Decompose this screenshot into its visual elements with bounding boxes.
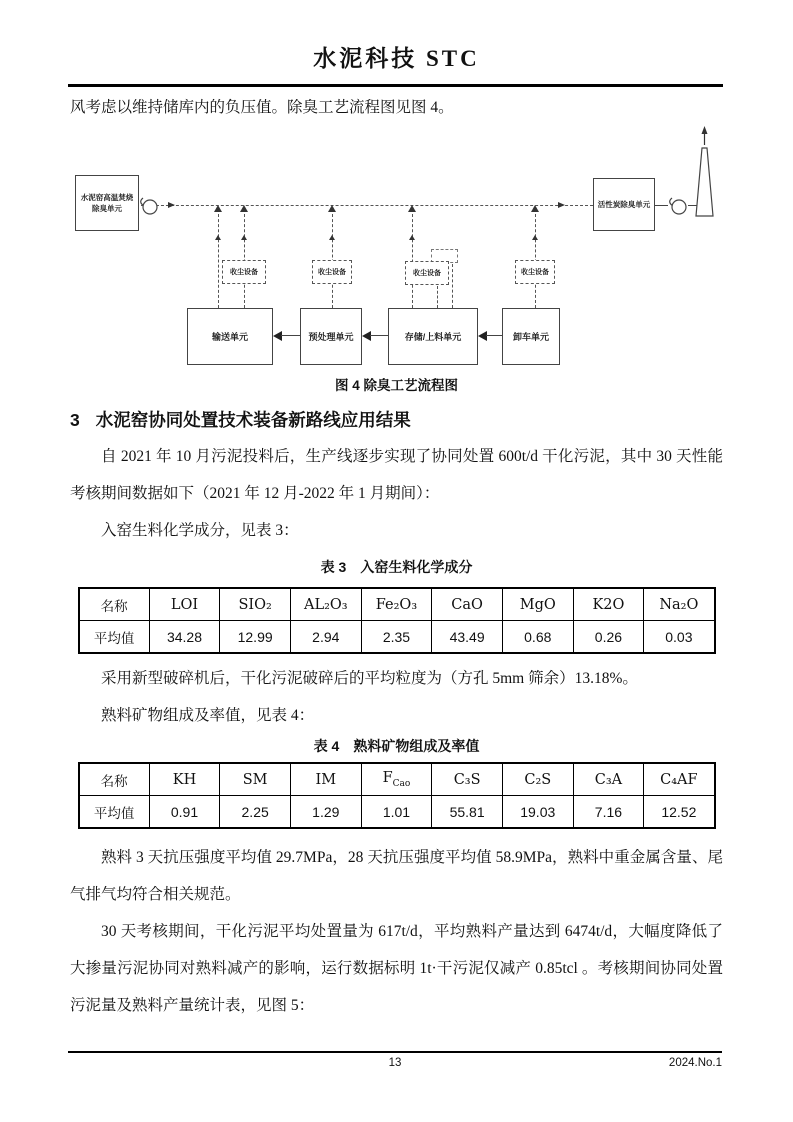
table4-header-cell: C₂S bbox=[502, 763, 573, 796]
dust-collector-box bbox=[312, 260, 352, 284]
pretreat-unit-box bbox=[300, 308, 362, 365]
left-arrow-icon bbox=[478, 331, 487, 341]
table4-value-cell: 55.81 bbox=[432, 796, 503, 829]
carbon-unit-label: 活性炭除臭单元 bbox=[597, 200, 651, 209]
kiln-unit-box bbox=[75, 175, 139, 231]
table3-header-cell: Fe₂O₃ bbox=[361, 588, 432, 621]
table4-header-cell: SM bbox=[220, 763, 291, 796]
pretreat-unit-label: 预处理单元 bbox=[308, 332, 354, 342]
figure4-diagram bbox=[0, 123, 793, 373]
dust-collector-box bbox=[405, 261, 449, 285]
kiln-unit-label-line2: 除臭单元 bbox=[92, 204, 122, 213]
up-arrow-icon bbox=[532, 235, 538, 240]
paragraph-p2: 入窑生料化学成分，见表 3： bbox=[101, 522, 299, 539]
branch-duct-line bbox=[452, 264, 453, 308]
table3-header-cell: K2O bbox=[573, 588, 644, 621]
fcao-subscript: Cao bbox=[392, 778, 411, 789]
dust-collector-label: 收尘设备 bbox=[521, 269, 549, 276]
convey-unit-box bbox=[187, 308, 273, 365]
main-duct-line bbox=[141, 205, 593, 206]
up-arrow-icon bbox=[240, 205, 248, 212]
dust-collector-label: 收尘设备 bbox=[318, 269, 346, 276]
table3-header-cell: SIO₂ bbox=[220, 588, 291, 621]
paragraph-p1: 自 2021 年 10 月污泥投料后，生产线逐步实现了协同处置 600t/d 干化污泥，其中 30 天性能考核期间数据如下（2021 年 12 月-2022 年 1 月期间）： bbox=[70, 448, 723, 502]
table3-header-row bbox=[79, 588, 715, 621]
table3-value-row bbox=[79, 621, 715, 654]
table3-header-cell: CaO bbox=[432, 588, 503, 621]
unload-unit-box bbox=[502, 308, 560, 365]
flow-arrow-icon bbox=[168, 202, 175, 208]
table4-value-cell: 12.52 bbox=[644, 796, 715, 829]
carbon-unit-box bbox=[593, 178, 655, 231]
header-rule bbox=[68, 84, 723, 87]
table3-header-cell: 名称 bbox=[79, 588, 150, 621]
table4-header-cell: C₃A bbox=[573, 763, 644, 796]
connector-line bbox=[370, 335, 388, 336]
fan-icon bbox=[137, 195, 161, 217]
branch-duct-line bbox=[332, 209, 333, 308]
paragraph-p4: 熟料矿物组成及率值，见表 4： bbox=[101, 707, 315, 724]
table4-row-label: 平均值 bbox=[79, 796, 150, 829]
table3-row-label: 平均值 bbox=[79, 621, 150, 654]
table4-value-cell: 2.25 bbox=[220, 796, 291, 829]
fcao-base: F bbox=[382, 770, 393, 787]
table4-value-cell: 7.16 bbox=[573, 796, 644, 829]
dust-collector-label: 收尘设备 bbox=[413, 270, 441, 277]
dust-collector-box bbox=[515, 260, 555, 284]
convey-unit-label: 输送单元 bbox=[211, 332, 248, 342]
table3-header-cell: AL₂O₃ bbox=[290, 588, 361, 621]
table3-value-cell: 0.68 bbox=[502, 621, 573, 654]
storage-unit-label: 存储/上料单元 bbox=[404, 332, 462, 342]
flow-arrow-icon bbox=[558, 202, 565, 208]
paragraph-p5: 熟料 3 天抗压强度平均值 29.7MPa，28 天抗压强度平均值 58.9MPa，熟料中重金属含量、尾气排气均符合相关规范。 bbox=[70, 849, 723, 903]
chimney-stack bbox=[691, 125, 718, 221]
table3 bbox=[78, 587, 716, 654]
up-arrow-icon bbox=[328, 205, 336, 212]
table4-caption: 表 4 熟料矿物组成及率值 bbox=[313, 738, 480, 754]
table4 bbox=[78, 762, 716, 829]
table4-value-row bbox=[79, 796, 715, 829]
branch-duct-line bbox=[437, 286, 438, 308]
page-footer bbox=[68, 1051, 722, 1077]
branch-duct-line bbox=[412, 209, 413, 308]
connector-line bbox=[281, 335, 300, 336]
figure4-caption: 图 4 除臭工艺流程图 bbox=[334, 378, 458, 393]
section3-heading bbox=[70, 405, 723, 435]
left-arrow-icon bbox=[362, 331, 371, 341]
up-arrow-icon bbox=[215, 235, 221, 240]
kiln-unit-label-line1: 水泥窑高温焚烧 bbox=[80, 193, 134, 202]
fan-icon bbox=[666, 195, 690, 217]
table4-value-cell: 19.03 bbox=[502, 796, 573, 829]
table4-header-cell: IM bbox=[290, 763, 361, 796]
table3-value-cell: 43.49 bbox=[432, 621, 503, 654]
table4-header-row bbox=[79, 763, 715, 796]
table3-header-cell: MgO bbox=[502, 588, 573, 621]
intro-text: 风考虑以维持储库内的负压值。除臭工艺流程图见图 4。 bbox=[70, 99, 454, 116]
table3-value-cell: 34.28 bbox=[149, 621, 220, 654]
unload-unit-label: 卸车单元 bbox=[512, 332, 549, 342]
issue-label: 2024.No.1 bbox=[668, 1057, 722, 1069]
dust-collector-box bbox=[222, 260, 266, 284]
dust-collector-label: 收尘设备 bbox=[230, 269, 258, 276]
table4-value-cell: 1.01 bbox=[361, 796, 432, 829]
up-arrow-icon bbox=[329, 235, 335, 240]
branch-duct-line bbox=[244, 209, 245, 308]
table4-header-cell: C₃S bbox=[432, 763, 503, 796]
table3-caption: 表 3 入窑生料化学成分 bbox=[320, 559, 473, 575]
table3-value-cell: 2.35 bbox=[361, 621, 432, 654]
left-arrow-icon bbox=[273, 331, 282, 341]
paragraph-p3: 采用新型破碎机后，干化污泥破碎后的平均粒度为（方孔 5mm 筛余）13.18%。 bbox=[101, 670, 638, 687]
journal-title: 水泥科技 STC bbox=[313, 46, 480, 71]
table4-header-cell: 名称 bbox=[79, 763, 150, 796]
table3-value-cell: 2.94 bbox=[290, 621, 361, 654]
paragraph-p6: 30 天考核期间，干化污泥平均处置量为 617t/d，平均熟料产量达到 6474t/d，大幅度降低了大掺量污泥协同对熟料减产的影响，运行数据标明 1t·干污泥仅减产 0.85tcl 。考核期间协同处置污泥量及熟料产量统计表，见图 5： bbox=[70, 923, 723, 1014]
table3-value-cell: 12.99 bbox=[220, 621, 291, 654]
up-arrow-icon bbox=[214, 205, 222, 212]
table3-value-cell: 0.03 bbox=[644, 621, 715, 654]
page-number: 13 bbox=[388, 1057, 402, 1069]
table4-header-cell bbox=[361, 763, 432, 796]
table4-value-cell: 0.91 bbox=[149, 796, 220, 829]
table4-header-cell: KH bbox=[149, 763, 220, 796]
storage-unit-box bbox=[388, 308, 478, 365]
section3-number: 3 bbox=[70, 410, 80, 430]
table3-header-cell: LOI bbox=[149, 588, 220, 621]
up-arrow-icon bbox=[241, 235, 247, 240]
journal-header bbox=[0, 0, 793, 73]
section3-title: 水泥窑协同处置技术装备新路线应用结果 bbox=[95, 410, 411, 430]
table3-header-cell: Na₂O bbox=[644, 588, 715, 621]
up-arrow-icon bbox=[409, 235, 415, 240]
branch-duct-line bbox=[535, 209, 536, 308]
up-arrow-icon bbox=[408, 205, 416, 212]
connector-line bbox=[486, 335, 502, 336]
table4-value-cell: 1.29 bbox=[290, 796, 361, 829]
table3-value-cell: 0.26 bbox=[573, 621, 644, 654]
branch-duct-line bbox=[218, 209, 219, 308]
up-arrow-icon bbox=[531, 205, 539, 212]
table4-header-cell: C₄AF bbox=[644, 763, 715, 796]
